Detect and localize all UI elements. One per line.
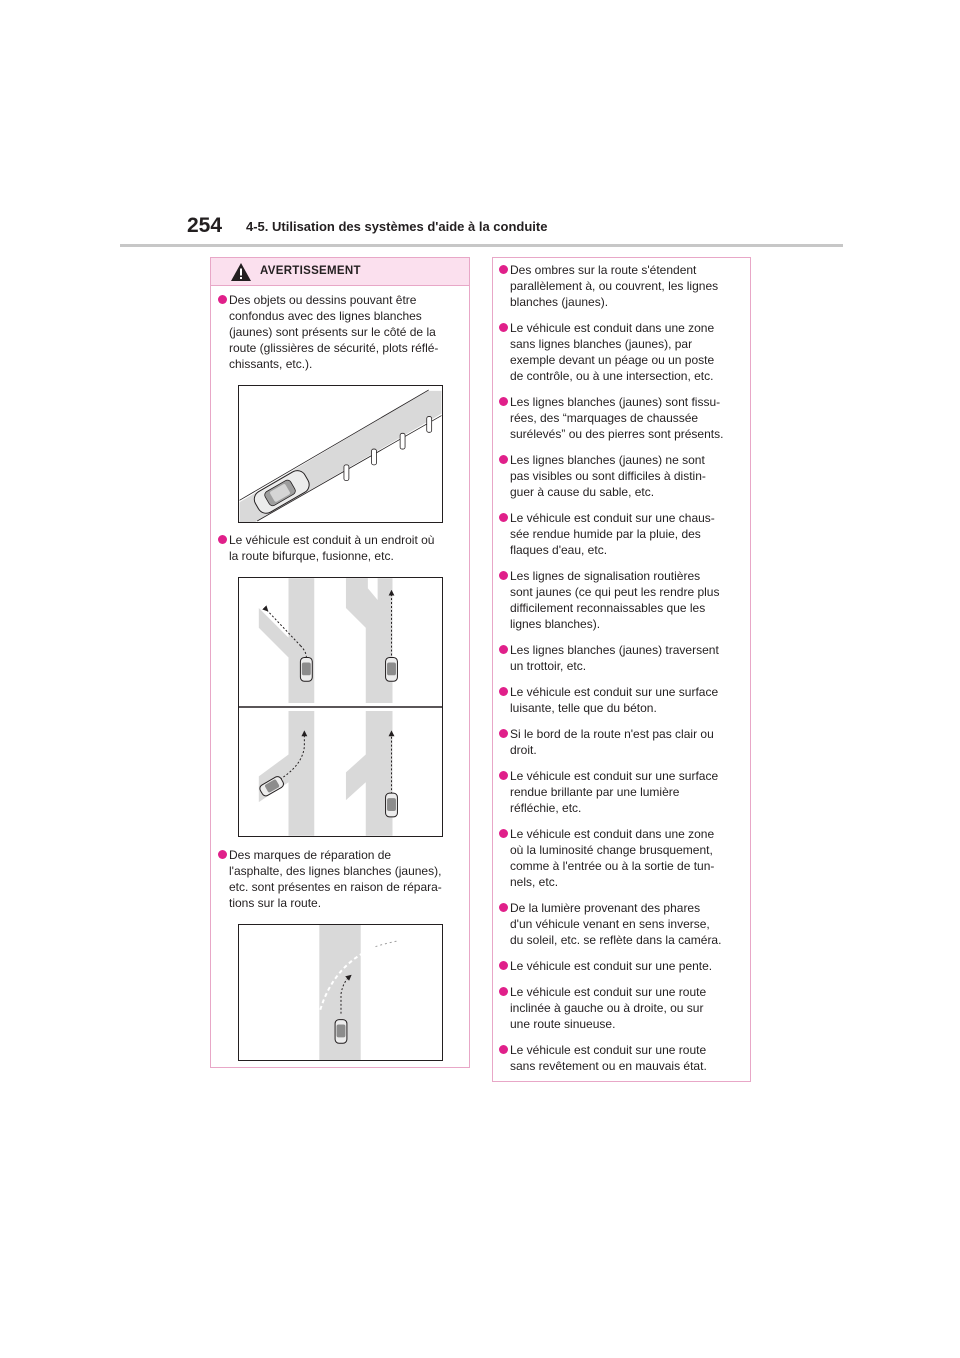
item-text: Le véhicule est conduit sur une surface rendue brillante par une lumière réfléchie, etc. <box>510 769 719 815</box>
warning-panel <box>210 257 470 1068</box>
item-text: Des objets ou dessins pouvant être confondus avec des lignes blanches (jaunes) sont présents sur le côté de la route (glissières de sécurité, plots réflé- chissants, etc.). <box>229 293 439 371</box>
bullet-icon <box>218 295 227 304</box>
item-text: Les lignes blanches (jaunes) traversent un trottoir, etc. <box>510 643 719 673</box>
bullet-icon <box>499 987 508 996</box>
item-text: Le véhicule est conduit sur une route inclinée à gauche ou à droite, ou sur une route sinueuse. <box>510 985 707 1031</box>
list-item <box>499 568 747 632</box>
warning-triangle-icon <box>230 262 252 282</box>
list-item <box>499 684 747 716</box>
continuation-panel <box>492 257 751 1082</box>
bullet-icon <box>499 1045 508 1054</box>
list-item <box>499 958 747 974</box>
bullet-icon <box>499 771 508 780</box>
bullet-icon <box>499 571 508 580</box>
item-text: Le véhicule est conduit sur une chaus- sée rendue humide par la pluie, des flaques d'eau, etc. <box>510 511 715 557</box>
warning-title: AVERTISSEMENT <box>260 265 361 277</box>
figure-branching-roads <box>238 577 443 837</box>
item-text: Le véhicule est conduit sur une surface luisante, telle que du béton. <box>510 685 719 715</box>
list-item <box>218 292 463 372</box>
list-item <box>499 510 747 558</box>
list-item <box>499 394 747 442</box>
item-text: Si le bord de la route n'est pas clair ou droit. <box>510 727 714 757</box>
bullet-icon <box>499 961 508 970</box>
item-text: Le véhicule est conduit sur une route sans revêtement ou en mauvais état. <box>510 1043 707 1073</box>
bullet-icon <box>499 455 508 464</box>
item-text: Les lignes blanches (jaunes) sont fissu- rées, des “marquages de chaussée surélevés” ou des pierres sont présents. <box>510 395 724 441</box>
list-item <box>499 984 747 1032</box>
item-text: Le véhicule est conduit dans une zone où la luminosité change brusquement, comme à l'entrée ou à la sortie de tun- nels, etc. <box>510 827 715 889</box>
bullet-icon <box>218 535 227 544</box>
list-item <box>218 847 463 911</box>
item-text: De la lumière provenant des phares d'un véhicule venant en sens inverse, du soleil, etc. se reflète dans la caméra. <box>510 901 722 947</box>
item-text: Des marques de réparation de l'asphalte, des lignes blanches (jaunes), etc. sont présentes en raison de répara- tions sur la route. <box>229 848 442 910</box>
bullet-icon <box>499 265 508 274</box>
item-text: Des ombres sur la route s'étendent parallèlement à, ou couvrent, les lignes blanches (jaunes). <box>510 263 719 309</box>
bullet-icon <box>499 645 508 654</box>
figure-repair-marks <box>238 924 443 1061</box>
list-item <box>499 768 747 816</box>
warning-header <box>211 258 469 286</box>
section-title: 4-5. Utilisation des systèmes d'aide à la conduite <box>246 219 548 234</box>
list-item <box>499 1042 747 1074</box>
list-item <box>218 532 463 564</box>
list-item <box>499 900 747 948</box>
bullet-icon <box>499 323 508 332</box>
list-item <box>499 320 747 384</box>
list-item <box>499 642 747 674</box>
header-rule <box>120 244 843 247</box>
bullet-icon <box>499 903 508 912</box>
bullet-icon <box>499 687 508 696</box>
list-item <box>499 452 747 500</box>
item-text: Le véhicule est conduit dans une zone sans lignes blanches (jaunes), par exemple devant un péage ou un poste de contrôle, ou à une intersection, etc. <box>510 321 715 383</box>
item-text: Les lignes blanches (jaunes) ne sont pas visibles ou sont difficiles à distin- guer à cause du sable, etc. <box>510 453 706 499</box>
bullet-icon <box>499 829 508 838</box>
page-number: 254 <box>187 214 223 237</box>
item-text: Les lignes de signalisation routières sont jaunes (ce qui peut les rendre plus difficilement reconnaissables que les lignes blanches). <box>510 569 720 631</box>
bullet-icon <box>499 729 508 738</box>
figure-guardrail <box>238 385 443 523</box>
item-text: Le véhicule est conduit sur une pente. <box>510 959 713 973</box>
list-item <box>499 726 747 758</box>
bullet-icon <box>218 850 227 859</box>
bullet-icon <box>499 397 508 406</box>
list-item <box>499 826 747 890</box>
bullet-icon <box>499 513 508 522</box>
item-text: Le véhicule est conduit à un endroit où la route bifurque, fusionne, etc. <box>229 533 435 563</box>
list-item <box>499 262 747 310</box>
